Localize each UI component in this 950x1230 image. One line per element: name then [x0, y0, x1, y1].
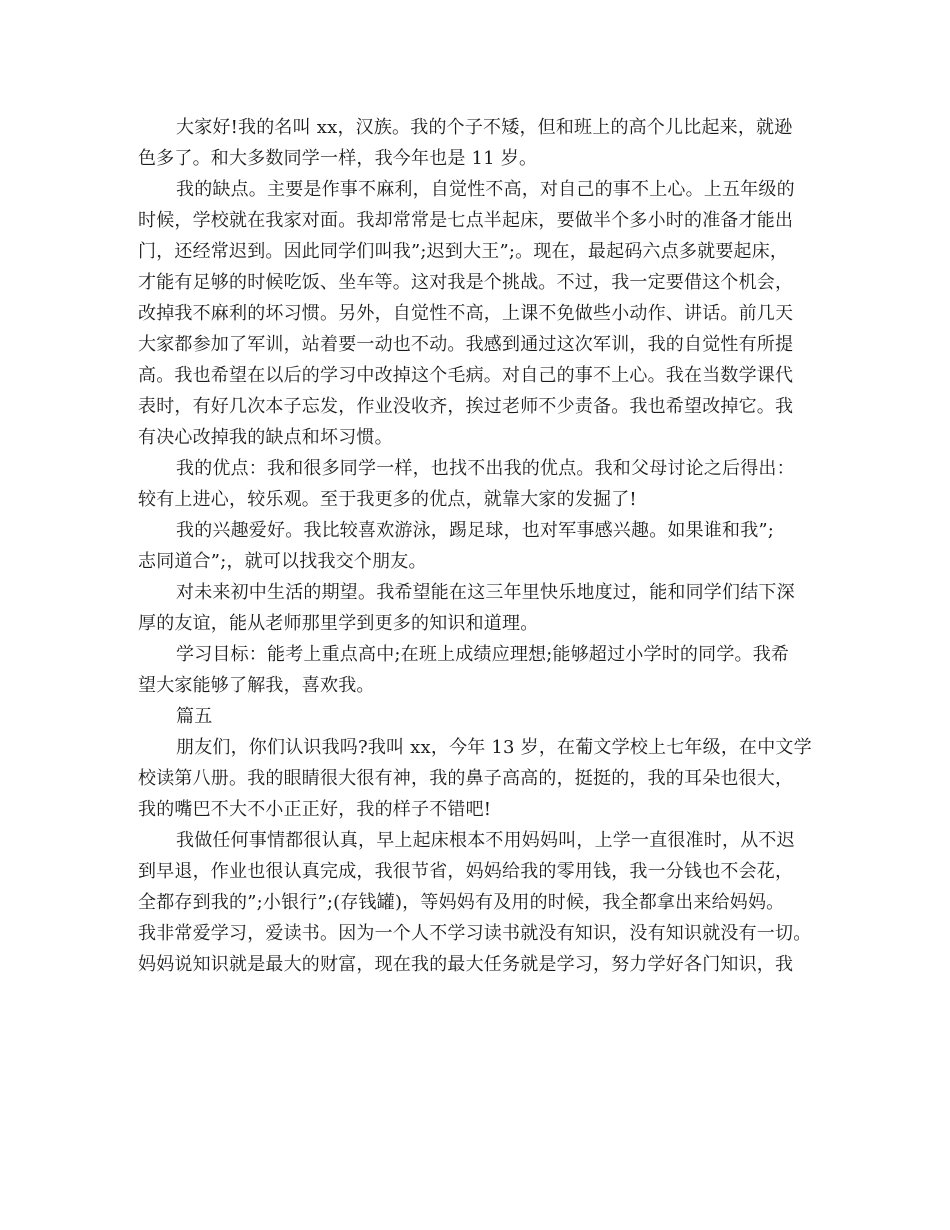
- text-line: 有决心改掉我的缺点和坏习惯。: [138, 427, 393, 448]
- text-line: 到早退，作业也很认真完成，我很节省，妈妈给我的零用钱，我一分钱也不会花，: [138, 861, 794, 882]
- text-line: 改掉我不麻利的坏习惯。另外，自觉性不高，上课不免做些小动作、讲话。前几天: [138, 303, 794, 324]
- text-line: 才能有足够的时候吃饭、坐车等。这对我是个挑战。不过，我一定要借这个机会，: [138, 272, 794, 293]
- text-line: 高。我也希望在以后的学习中改掉这个毛病。对自己的事不上心。我在当数学课代: [138, 365, 794, 386]
- text-line: 表时，有好几次本子忘发，作业没收齐，挨过老师不少责备。我也希望改掉它。我: [138, 396, 794, 417]
- text-line: 门，还经常迟到。因此同学们叫我”;迟到大王”;。现在，最起码六点多就要起床，: [138, 241, 789, 262]
- text-line: 较有上进心，较乐观。至于我更多的优点，就靠大家的发掘了!: [138, 489, 637, 510]
- text-line: 妈妈说知识就是最大的财富，现在我的最大任务就是学习，努力学好各门知识，我: [138, 954, 794, 975]
- text-line: 望大家能够了解我，喜欢我。: [138, 675, 375, 696]
- text-line: 大家都参加了军训，站着要一动也不动。我感到通过这次军训，我的自觉性有所提: [138, 334, 794, 355]
- text-line: 我做任何事情都很认真，早上起床根本不用妈妈叫，上学一直很准时，从不迟: [176, 830, 795, 851]
- text-line: 我的优点：我和很多同学一样，也找不出我的优点。我和父母讨论之后得出：: [176, 458, 795, 479]
- text-line: 篇五: [176, 706, 213, 727]
- text-line: 朋友们，你们认识我吗?我叫 xx，今年 13 岁，在葡文学校上七年级，在中文学: [176, 737, 812, 758]
- text-line: 厚的友谊，能从老师那里学到更多的知识和道理。: [138, 613, 539, 634]
- text-line: 志同道合”;，就可以找我交个朋友。: [138, 551, 427, 572]
- document-body: [138, 112, 818, 980]
- text-line: 大家好!我的名叫 xx，汉族。我的个子不矮，但和班上的高个儿比起来，就逊: [176, 117, 793, 138]
- text-line: 我的嘴巴不大不小正正好，我的样子不错吧!: [138, 799, 492, 820]
- text-line: 校读第八册。我的眼睛很大很有神，我的鼻子高高的，挺挺的，我的耳朵也很大，: [138, 768, 794, 789]
- text-line: 色多了。和大多数同学一样，我今年也是 11 岁。: [138, 148, 538, 169]
- text-line: 我的兴趣爱好。我比较喜欢游泳，踢足球，也对军事感兴趣。如果谁和我”;: [176, 520, 775, 541]
- text-line: 时候，学校就在我家对面。我却常常是七点半起床，要做半个多小时的准备才能出: [138, 210, 794, 231]
- text-line: 我的缺点。主要是作事不麻利，自觉性不高，对自己的事不上心。上五年级的: [176, 179, 795, 200]
- text-line: 全都存到我的”;小银行”;(存钱罐)，等妈妈有及用的时候，我全都拿出来给妈妈。: [138, 892, 785, 913]
- text-line: 我非常爱学习，爱读书。因为一个人不学习读书就没有知识，没有知识就没有一切。: [138, 923, 812, 944]
- text-line: 对未来初中生活的期望。我希望能在这三年里快乐地度过，能和同学们结下深: [176, 582, 795, 603]
- text-line: 学习目标：能考上重点高中;在班上成绩应理想;能够超过小学时的同学。我希: [176, 644, 790, 665]
